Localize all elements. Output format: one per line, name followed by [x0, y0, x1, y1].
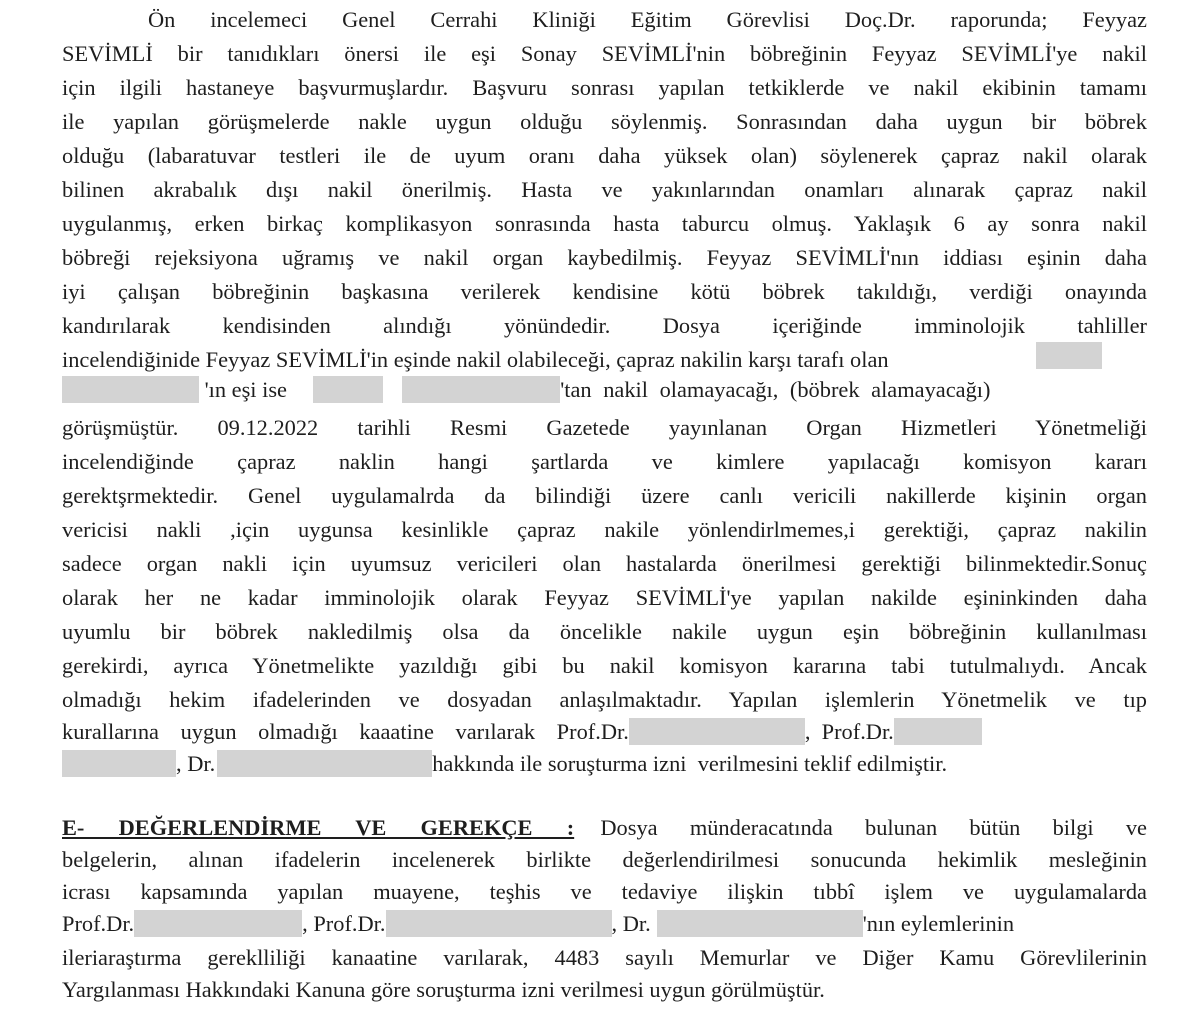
text-line: kandırılarak kendisinden alındığı yönündedir. Dosya içeriğinde imminolojik tahliller	[62, 313, 1147, 338]
text-line	[62, 718, 1147, 746]
text-fragment: hakkında ile soruşturma izni verilmesini teklif edilmiştir.	[432, 751, 948, 776]
text-line: Yargılanması Hakkındaki Kanuna göre soruşturma izni verilmesi uygun görülmüştür.	[62, 977, 825, 1002]
redacted-name	[657, 910, 863, 937]
text-line: görüşmüştür. 09.12.2022 tarihli Resmi Gazetede yayınlanan Organ Hizmetleri Yönetmeliği	[62, 415, 1147, 440]
redacted-name	[1036, 342, 1102, 369]
text-line: incelendiğinide Feyyaz SEVİMLİ'in eşinde nakil olabileceği, çapraz nakilin karşı tarafı olan	[62, 347, 889, 372]
text-fragment: , Dr.	[611, 911, 651, 936]
text-line: ile yapılan görüşmelerde nakle uygun olduğu söylenmiş. Sonrasından daha uygun bir böbrek	[62, 109, 1147, 134]
text-fragment: , Dr.	[176, 751, 216, 776]
text-line: gerektşrmektedir. Genel uygulamalrda da bilindiği üzere canlı vericili nakillerde kişinin organ	[62, 483, 1147, 508]
text-line: olarak her ne kadar imminolojik olarak Feyyaz SEVİMLİ'ye yapılan nakilde eşininkinden daha	[62, 585, 1147, 610]
text-line: ileriaraştırma gereklliliği kanaatine varılarak, 4483 sayılı Memurlar ve Diğer Kamu Görevlilerinin	[62, 945, 1147, 970]
text-line: SEVİMLİ bir tanıdıkları önersi ile eşi Sonay SEVİMLİ'nin böbreğinin Feyyaz SEVİMLİ'ye nakil	[62, 41, 1147, 66]
text-line: bilinen akrabalık dışı nakil önerilmiş. Hasta ve yakınlarından onamları alınarak çapraz nakil	[62, 177, 1147, 202]
text-fragment: Prof.Dr.	[62, 911, 135, 936]
text-line: olmadığı hekim ifadelerinden ve dosyadan anlaşılmaktadır. Yapılan işlemlerin Yönetmelik ve tıp	[62, 687, 1147, 712]
redacted-name	[313, 376, 383, 403]
text-line	[62, 376, 1147, 404]
text-line: uyumlu bir böbrek nakledilmiş olsa da öncelikle nakile uygun eşin böbreğinin kullanılması	[62, 619, 1147, 644]
redacted-name	[62, 376, 199, 403]
text-line: uygulanmış, erken birkaç komplikasyon sonrasında hasta taburcu olmuş. Yaklaşık 6 ay sonra nakil	[62, 211, 1147, 236]
text-line	[62, 814, 1147, 842]
redacted-name	[62, 750, 176, 777]
text-fragment: 'nın eylemlerinin	[862, 911, 1015, 936]
text-line	[62, 910, 1147, 938]
text-line: Ön incelemeci Genel Cerrahi Kliniği Eğitim Görevlisi Doç.Dr. raporunda; Feyyaz	[148, 7, 1147, 32]
redacted-name	[134, 910, 302, 937]
text-line: gerekirdi, ayrıca Yönetmelikte yazıldığı gibi bu nakil komisyon kararına tabi tutulmalıydı. Ancak	[62, 653, 1147, 678]
section-heading: E- DEĞERLENDİRME VE GEREKÇE :	[62, 815, 575, 840]
text-fragment: 'tan nakil olamayacağı, (böbrek alamayacağı)	[560, 377, 991, 402]
redacted-name	[386, 910, 612, 937]
text-line: incelendiğinde çapraz naklin hangi şartlarda ve kimlere yapılacağı komisyon kararı	[62, 449, 1147, 474]
text-line: böbreği rejeksiyona uğramış ve nakil organ kaybedilmiş. Feyyaz SEVİMLİ'nın iddiası eşinin daha	[62, 245, 1147, 270]
text-line: icrası kapsamında yapılan muayene, teşhis ve tedaviye ilişkin tıbbî işlem ve uygulamalarda	[62, 879, 1147, 904]
text-line: belgelerin, alınan ifadelerin incelenerek birlikte değerlendirilmesi sonucunda hekimlik mesleğinin	[62, 847, 1147, 872]
redacted-name	[629, 718, 805, 745]
redacted-name	[894, 718, 982, 745]
text-line: sadece organ nakli için uyumsuz vericileri olan hastalarda önerilmesi gerektiği bilinmektedir.Sonuç	[62, 551, 1147, 576]
redacted-name	[217, 750, 432, 777]
text-fragment: kurallarına uygun olmadığı kaaatine varılarak Prof.Dr.	[62, 719, 629, 744]
redacted-name	[402, 376, 560, 403]
text-line: vericisi nakli ,için uygunsa kesinlikle çapraz nakile yönlendirlmemes,i gerektiği, çapraz nakilin	[62, 517, 1147, 542]
text-fragment: 'ın eşi ise	[204, 377, 287, 402]
text-line	[62, 750, 1147, 778]
text-line: iyi çalışan böbreğinin başkasına verilerek kendisine kötü böbrek takıldığı, verdiği onayında	[62, 279, 1147, 304]
text-fragment: , Prof.Dr.	[804, 719, 894, 744]
text-fragment: Dosya münderacatında bulunan bütün bilgi ve	[600, 815, 1147, 840]
text-fragment: , Prof.Dr.	[302, 911, 386, 936]
text-line: için ilgili hastaneye başvurmuşlardır. Başvuru sonrası yapılan tetkiklerde ve nakil ekibinin tamamı	[62, 75, 1147, 100]
text-line: olduğu (labaratuvar testleri ile de uyum oranı daha yüksek olan) söylenerek çapraz nakil olarak	[62, 143, 1147, 168]
